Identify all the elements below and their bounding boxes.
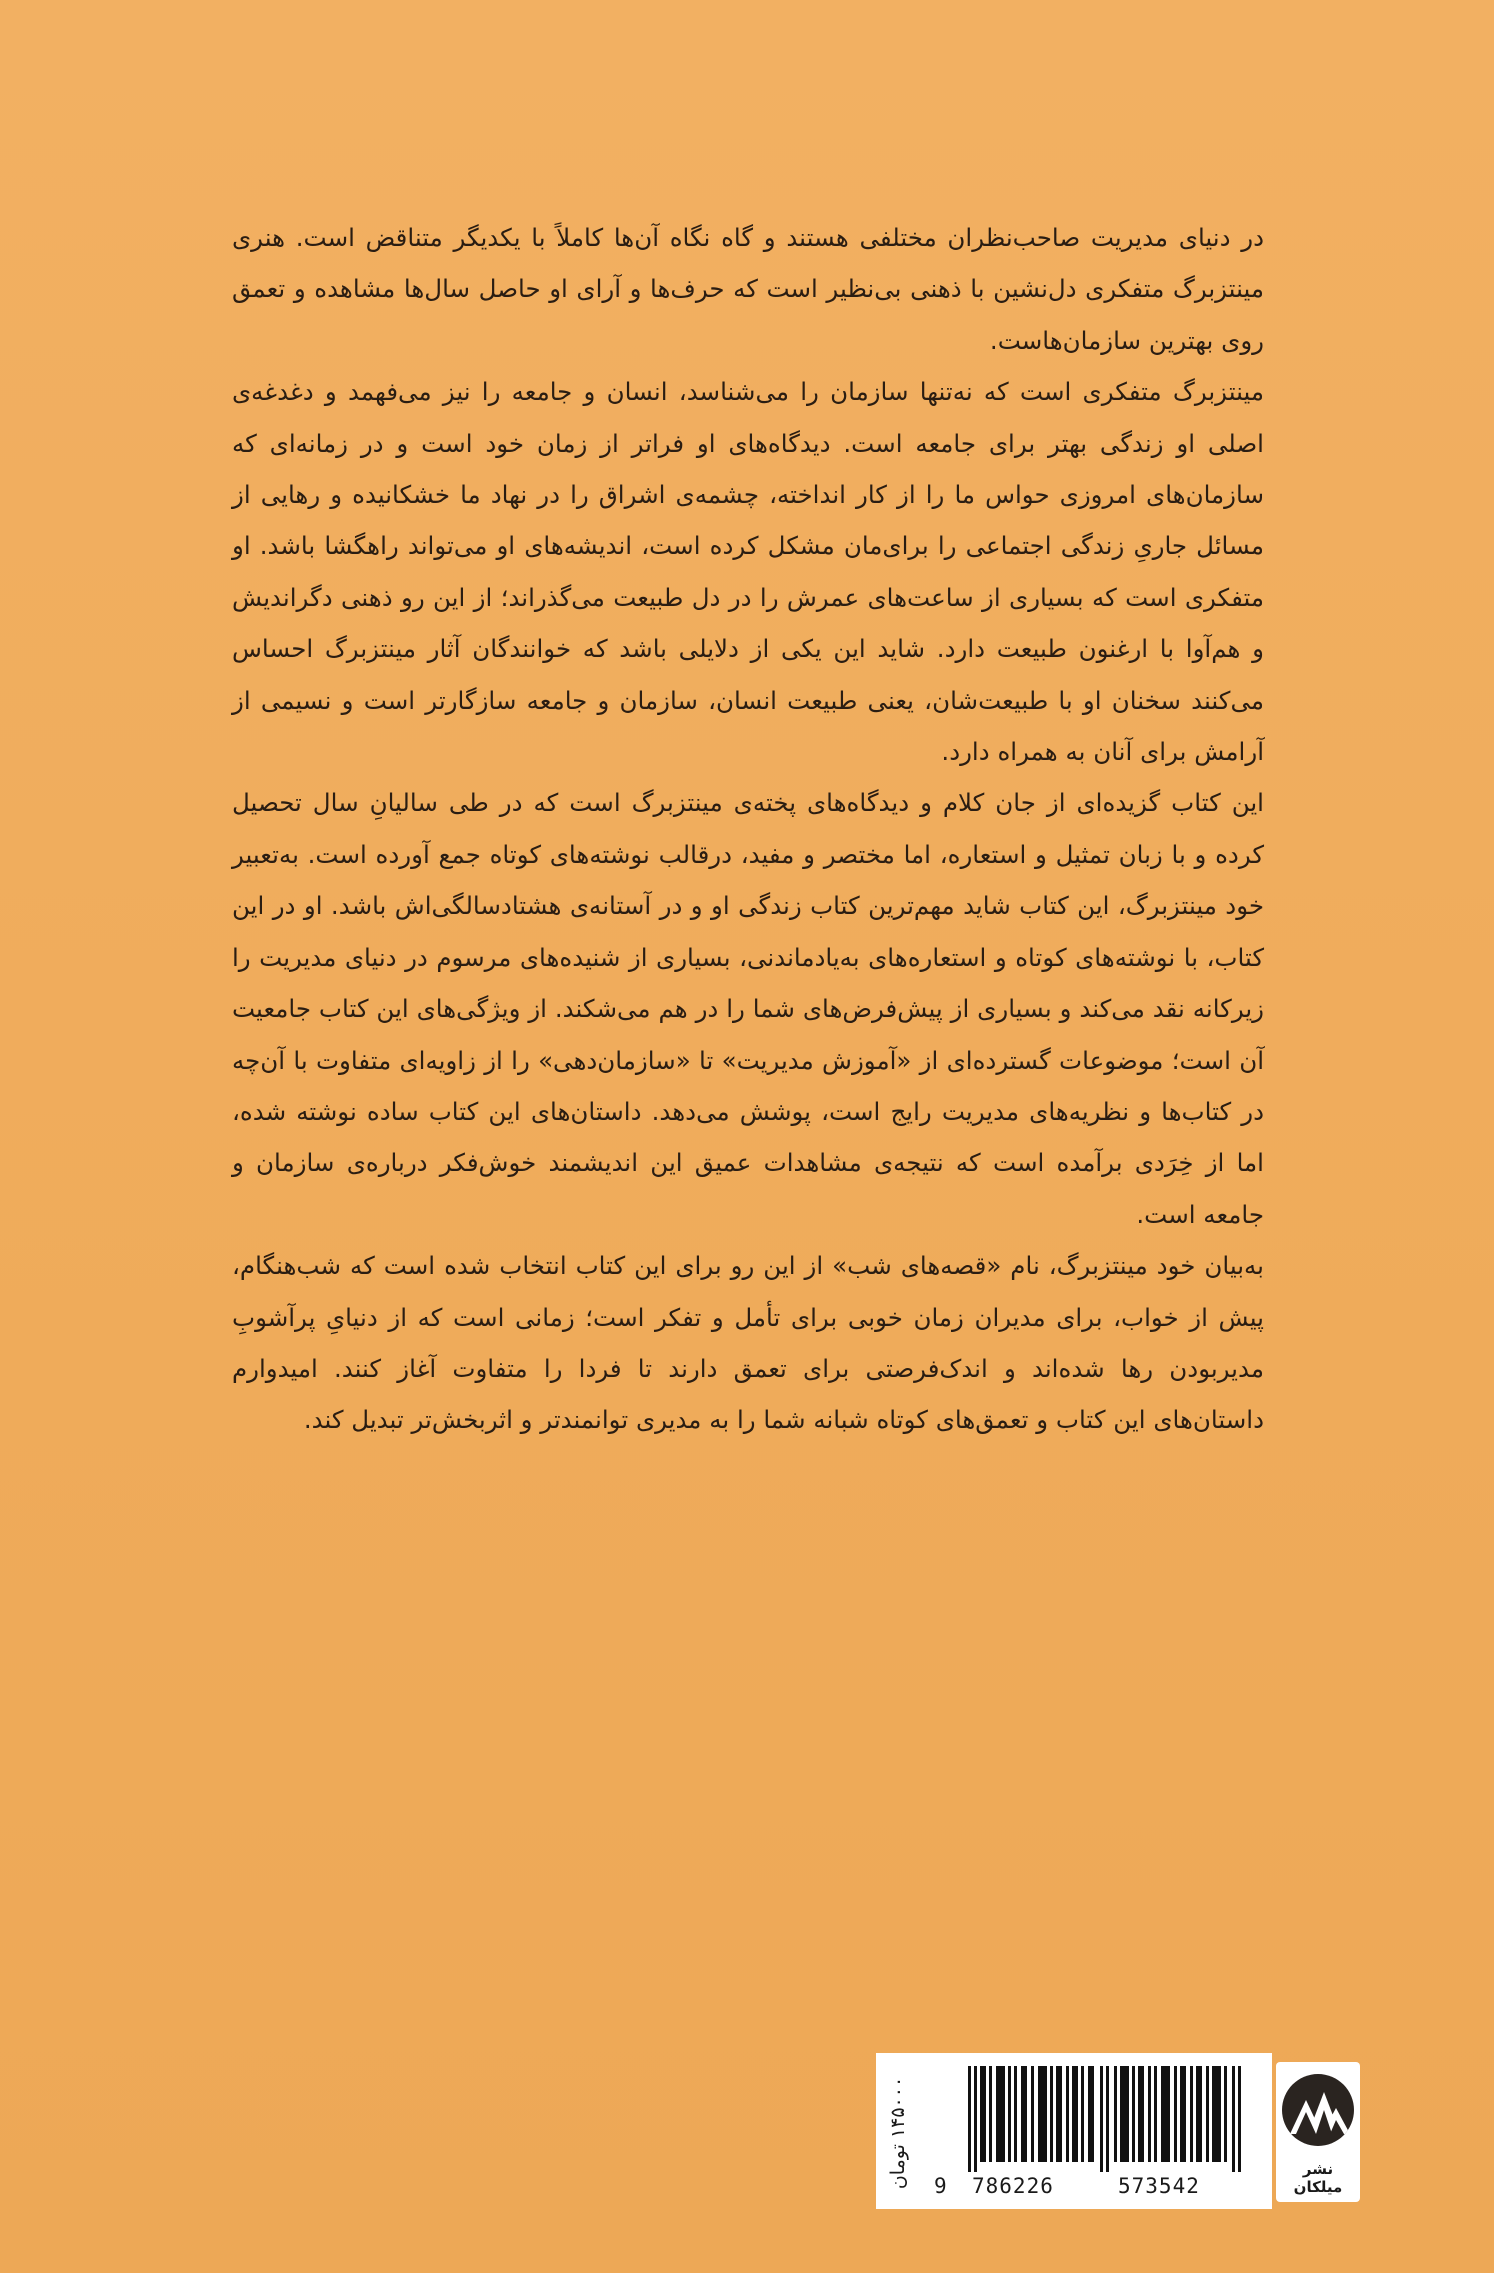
price-text: ۱۴۵۰۰۰ تومان bbox=[887, 2076, 909, 2190]
paragraph-4: به‌بیان خود مینتزبرگ، نام «قصه‌های شب» از این رو برای این کتاب انتخاب شده است که شب‌هنگام، پیش از خواب، برای مدیران زمان خوبی برای تأمل و تفکر است؛ زمانی است که از دنیایِ پرآشوبِ مدیربودن رها شده‌اند و اندک‌فرصتی برای تعمق دارند تا فردا را متفاوت آغاز کنند. امیدوارم داستان‌های این کتاب و تعمق‌های کوتاه شبانه شما را به مدیری توانمندتر و اثربخش‌تر تبدیل کند. bbox=[232, 1251, 1264, 1435]
isbn-barcode bbox=[930, 2066, 1260, 2198]
paragraph-2: مینتزبرگ متفکری است که نه‌تنها سازمان را می‌شناسد، انسان و جامعه را نیز می‌فهمد و دغدغه‌ی اصلی او زندگی بهتر برای جامعه است. دیدگاه‌های او فراتر از زمان خود است و در زمانه‌ای که سازمان‌های امروزی حواس ما را از کار انداخته، چشمه‌ی اشراق را در نهاد ما خشکانیده و رهایی از مسائل جاریِ زندگی اجتماعی را برای‌مان مشکل کرده است، اندیشه‌های او می‌تواند راهگشا باشد. او متفکری است که بسیاری از ساعت‌های عمرش را در دل طبیعت می‌گذراند؛ از این رو ذهنی دگراندیش و هم‌آوا با ارغنون طبیعت دارد. شاید این یکی از دلایلی باشد که خوانندگان آثار مینتزبرگ احساس می‌کنند سخنان او با طبیعت‌شان، یعنی طبیعت انسان، سازمان و جامعه سازگارتر است و نسیمی از آرامش برای آنان به همراه دارد. bbox=[232, 377, 1264, 767]
paragraph-3: این کتاب گزیده‌ای از جان کلام و دیدگاه‌های پخته‌ی مینتزبرگ است که در طی سالیانِ سال تحصیل کرده و با زبان تمثیل و استعاره، اما مختصر و مفید، درقالب نوشته‌های کوتاه جمع آورده است. به‌تعبیر خود مینتزبرگ، این کتاب شاید مهم‌ترین کتاب زندگی او و در آستانه‌ی هشتادسالگی‌اش باشد. او در این کتاب، با نوشته‌های کوتاه و استعاره‌های به‌یادماندنی، بسیاری از شنیده‌های مرسوم در دنیای مدیریت را زیرکانه نقد می‌کند و بسیاری از پیش‌فرض‌های شما را در هم می‌شکند. از ویژگی‌های این کتاب جامعیت آن است؛ موضوعات گسترده‌ای از «آموزش مدیریت» تا «سازمان‌دهی» را از زاویه‌ای متفاوت با آن‌چه در کتاب‌ها و نظریه‌های مدیریت رایج است، پوشش می‌دهد. داستان‌های این کتاب ساده نوشته شده، اما از خِرَدی برآمده است که نتیجه‌ی مشاهدات عمیق این اندیشمند خوش‌فکر درباره‌ی سازمان و جامعه است. bbox=[232, 788, 1264, 1229]
barcode-lead-digit: 9 bbox=[934, 2174, 948, 2198]
price-label bbox=[878, 2060, 918, 2206]
paragraph-1: در دنیای مدیریت صاحب‌نظران مختلفی هستند و گاه نگاه آن‌ها کاملاً با یکدیگر متناقض است. هنری مینتزبرگ متفکری دل‌نشین با ذهنی بی‌نظیر است که حرف‌ها و آرای او حاصل سال‌ها مشاهده و تعمق روی بهترین سازمان‌هاست. bbox=[232, 223, 1264, 355]
blurb-text bbox=[232, 212, 1264, 1446]
publisher-logo bbox=[1276, 2062, 1360, 2202]
barcode-left-group: 786226 bbox=[972, 2174, 1054, 2198]
publisher-name: نشر میلکان bbox=[1293, 2160, 1343, 2196]
barcode-bars bbox=[930, 2066, 1260, 2172]
barcode-right-group: 573542 bbox=[1118, 2174, 1200, 2198]
publisher-logo-icon bbox=[1282, 2074, 1354, 2146]
